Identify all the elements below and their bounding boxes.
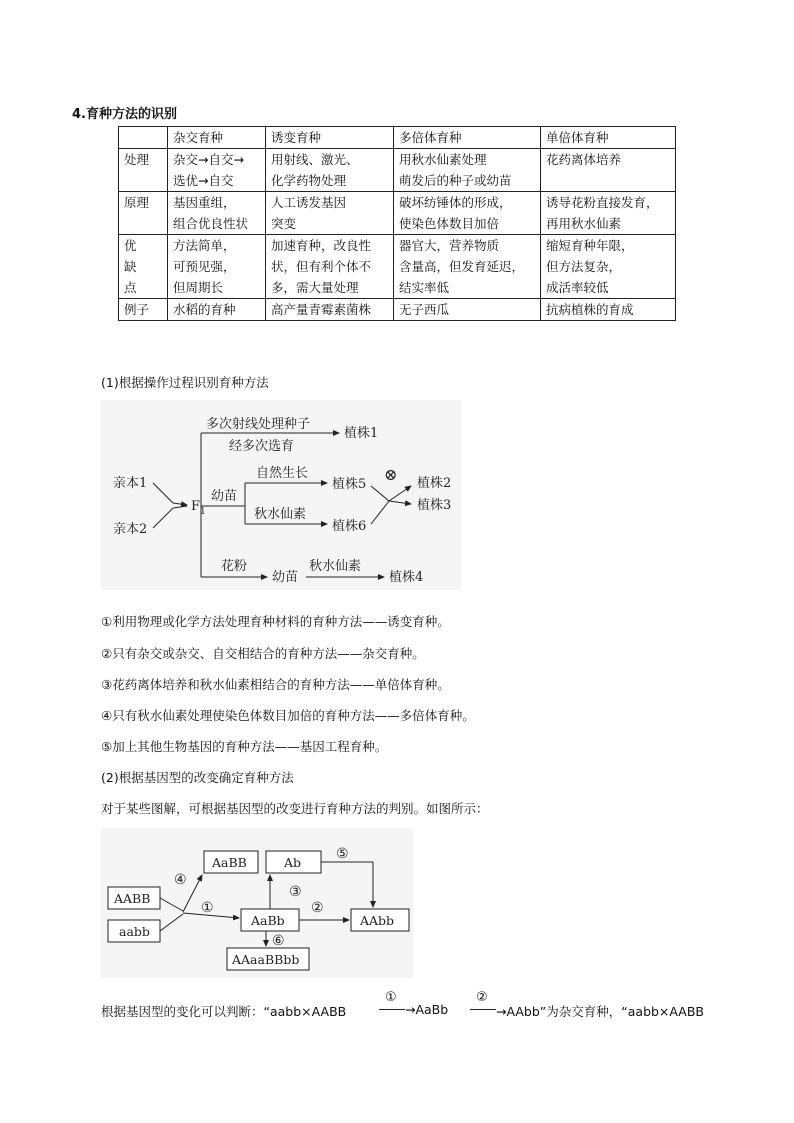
table-cell: 无子西瓜 bbox=[394, 299, 541, 321]
step-4-label: ④ bbox=[174, 872, 187, 888]
table-header-cell: 诱变育种 bbox=[266, 127, 394, 149]
top-branch-label2: 经多次选育 bbox=[229, 439, 295, 454]
table-header-cell: 单倍体育种 bbox=[541, 127, 676, 149]
pollen-label: 花粉 bbox=[221, 559, 248, 574]
plant4-label: 植株4 bbox=[389, 570, 424, 585]
row-label: 例子 bbox=[119, 299, 168, 321]
genotype-tetraploid: AAaaBBbb bbox=[232, 952, 300, 967]
top-branch-label: 多次射线处理种子 bbox=[206, 417, 311, 432]
seedling2-label: 幼苗 bbox=[272, 570, 299, 585]
genotype-aabb-mid: AaBb bbox=[251, 913, 285, 928]
genotype-diagram bbox=[101, 828, 413, 978]
part2-heading: (2)根据基因型的改变确定育种方法 bbox=[101, 770, 294, 785]
judgement-step1-bar bbox=[379, 1009, 405, 1010]
row-label: 处理 bbox=[119, 149, 168, 192]
row-label: 原理 bbox=[119, 192, 168, 235]
genotype-ab: Ab bbox=[284, 855, 302, 870]
table-cell: 水稻的育种 bbox=[168, 299, 266, 321]
plant6-label: 植株6 bbox=[332, 519, 367, 534]
table-row bbox=[119, 235, 676, 299]
table-cell: 花药离体培养 bbox=[541, 149, 676, 192]
judgement-mid: →AaBb bbox=[405, 1002, 449, 1017]
table-row bbox=[119, 149, 676, 192]
breeding-flow-diagram bbox=[101, 400, 461, 590]
step-5-label: ⑤ bbox=[336, 846, 349, 862]
judgement-prefix: 根据基因型的变化可以判断：“aabb×AABB bbox=[101, 1004, 347, 1019]
list-item: ②只有杂交或杂交、自交相结合的育种方法——杂交育种。 bbox=[101, 646, 425, 661]
genotype-aabb-right: AAbb bbox=[360, 913, 395, 928]
list-item: ①利用物理或化学方法处理育种材料的育种方法——诱变育种。 bbox=[101, 614, 450, 629]
table-header-cell: 多倍体育种 bbox=[394, 127, 541, 149]
step-6-label: ⑥ bbox=[272, 933, 285, 949]
table-cell: 抗病植株的育成 bbox=[541, 299, 676, 321]
part2-intro: 对于某些图解，可根据基因型的改变进行育种方法的判别。如图所示： bbox=[101, 801, 489, 816]
genotype-aabb-upper: AABB bbox=[114, 891, 151, 906]
judgement-step2: ② bbox=[476, 990, 488, 1005]
f1-label: $F_1$ bbox=[191, 499, 206, 517]
judgement-suffix: →AAbb”为杂交育种，“aabb×AABB bbox=[496, 1004, 705, 1019]
table-cell: 人工诱发基因 突变 bbox=[266, 192, 394, 235]
step-2-label: ② bbox=[311, 900, 324, 916]
colchicine2-label: 秋水仙素 bbox=[309, 559, 362, 574]
table-cell: 方法简单， 可预见强， 但周期长 bbox=[168, 235, 266, 299]
table-header-cell: 杂交育种 bbox=[168, 127, 266, 149]
table-row bbox=[119, 192, 676, 235]
table-header-row bbox=[119, 127, 676, 149]
table-header-cell bbox=[119, 127, 168, 149]
table-cell: 破坏纺锤体的形成， 使染色体数目加倍 bbox=[394, 192, 541, 235]
colchicine-label: 秋水仙素 bbox=[254, 507, 307, 522]
table-cell: 缩短育种年限， 但方法复杂， 成活率较低 bbox=[541, 235, 676, 299]
section-title: 4.育种方法的识别 bbox=[72, 107, 177, 122]
genotype-judgement-line bbox=[101, 990, 741, 1022]
table-cell: 高产量青霉素菌株 bbox=[266, 299, 394, 321]
parent2-label: 亲本2 bbox=[113, 522, 148, 537]
parent1-label: 亲本1 bbox=[113, 476, 148, 491]
judgement-step2-bar bbox=[470, 1009, 496, 1010]
breeding-methods-table bbox=[118, 126, 676, 321]
table-cell: 用射线、激光、 化学药物处理 bbox=[266, 149, 394, 192]
table-cell: 杂交→自交→ 选优→自交 bbox=[168, 149, 266, 192]
genotype-aabb-lower: aabb bbox=[119, 924, 150, 939]
plant3-label: 植株3 bbox=[417, 498, 452, 513]
seedling-label: 幼苗 bbox=[211, 489, 238, 504]
table-cell: 诱导花粉直接发育， 再用秋水仙素 bbox=[541, 192, 676, 235]
table-cell: 用秋水仙素处理 萌发后的种子或幼苗 bbox=[394, 149, 541, 192]
step-1-label: ① bbox=[201, 900, 214, 916]
natural-growth-label: 自然生长 bbox=[256, 466, 309, 481]
table-cell: 基因重组， 组合优良性状 bbox=[168, 192, 266, 235]
table-row bbox=[119, 299, 676, 321]
plant2-label: 植株2 bbox=[417, 476, 452, 491]
list-item: ⑤加上其他生物基因的育种方法——基因工程育种。 bbox=[101, 739, 388, 754]
plant5-label: 植株5 bbox=[332, 477, 367, 492]
plant1-label: 植株1 bbox=[344, 426, 379, 441]
list-item: ④只有秋水仙素处理使染色体数目加倍的育种方法——多倍体育种。 bbox=[101, 708, 475, 723]
judgement-step1: ① bbox=[385, 990, 397, 1005]
table-cell: 加速育种，改良性 状，但有利个体不 多，需大量处理 bbox=[266, 235, 394, 299]
list-item: ③花药离体培养和秋水仙素相结合的育种方法——单倍体育种。 bbox=[101, 677, 450, 692]
selfing-icon: ⊗ bbox=[384, 465, 398, 484]
genotype-aabb-top: AaBB bbox=[212, 855, 247, 870]
step-3-label: ③ bbox=[289, 884, 302, 900]
row-label: 优 缺 点 bbox=[119, 235, 168, 299]
part1-heading: (1)根据操作过程识别育种方法 bbox=[101, 375, 269, 390]
table-cell: 器官大，营养物质 含量高，但发育延迟， 结实率低 bbox=[394, 235, 541, 299]
